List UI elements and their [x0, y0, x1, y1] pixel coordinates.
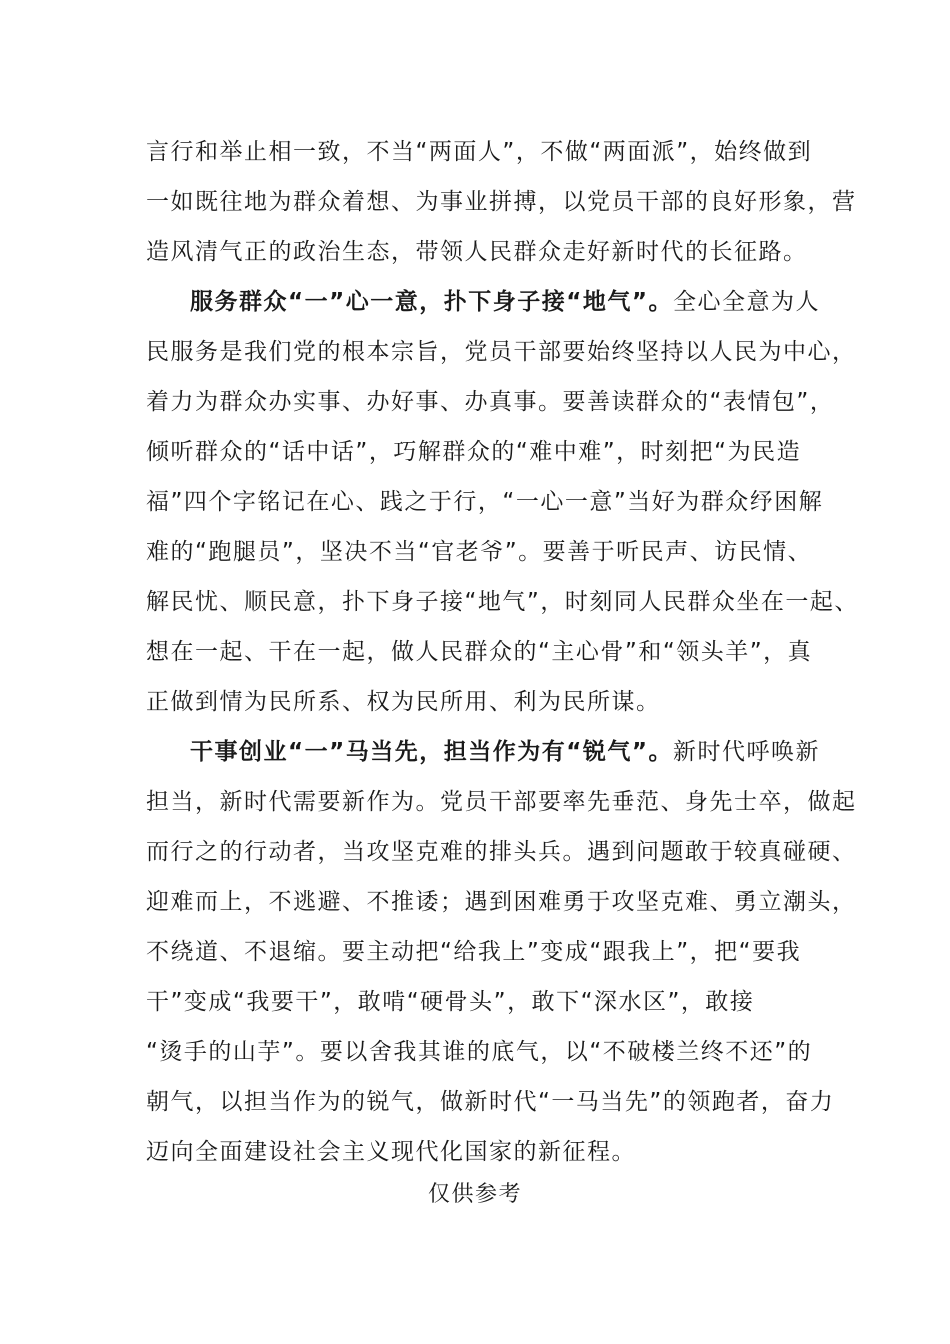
paragraph-lead-heading: 干事创业“一”马当先，担当作为有“锐气”。: [190, 739, 673, 765]
paragraph-line: 解民忧、顺民意，扑下身子接“地气”，时刻同人民群众坐在一起、: [146, 589, 859, 615]
footer-note: 仅供参考: [427, 1182, 522, 1207]
paragraph-line: 迈向全面建设社会主义现代化国家的新征程。: [146, 1139, 636, 1165]
paragraph-line: “烫手的山芋”。要以舍我其谁的底气，以“不破楼兰终不还”的: [146, 1039, 813, 1065]
paragraph-line: 造风清气正的政治生态，带领人民群众走好新时代的长征路。: [146, 239, 808, 265]
paragraph-text: 新时代呼唤新: [672, 739, 820, 765]
paragraph-line: 而行之的行动者，当攻坚克难的排头兵。遇到问题敢于较真碰硬、: [146, 839, 857, 865]
paragraph-line: 民服务是我们党的根本宗旨，党员干部要始终坚持以人民为中心，: [146, 339, 857, 365]
paragraph-line: 一如既往地为群众着想、为事业拼搏，以党员干部的良好形象，营: [146, 189, 857, 215]
paragraph-line: 着力为群众办实事、办好事、办真事。要善读群众的“表情包”，: [146, 389, 835, 415]
paragraph-line: 担当，新时代需要新作为。党员干部要率先垂范、身先士卒，做起: [146, 789, 857, 815]
paragraph-line: 迎难而上，不逃避、不推诿；遇到困难勇于攻坚克难、勇立潮头，: [146, 889, 857, 915]
paragraph-line: 难的“跑腿员”，坚决不当“官老爷”。要善于听民声、访民情、: [146, 539, 813, 565]
paragraph-text: 全心全意为人: [672, 289, 820, 315]
paragraph-line: 福”四个字铭记在心、践之于行，“一心一意”当好为群众纾困解: [146, 489, 824, 515]
paragraph-line: 正做到情为民所系、权为民所用、利为民所谋。: [146, 689, 661, 715]
paragraph-line: 朝气，以担当作为的锐气，做新时代“一马当先”的领跑者，奋力: [146, 1089, 835, 1115]
paragraph-first-line: [190, 287, 820, 317]
paragraph-first-line: [190, 737, 820, 767]
paragraph-line: 不绕道、不退缩。要主动把“给我上”变成“跟我上”，把“要我: [146, 939, 802, 965]
paragraph-line: 干”变成“我要干”，敢啃“硬骨头”，敢下“深水区”，敢接: [146, 989, 755, 1015]
paragraph-line: 想在一起、干在一起，做人民群众的“主心骨”和“领头羊”，真: [146, 639, 813, 665]
paragraph-line: 倾听群众的“话中话”，巧解群众的“难中难”，时刻把“为民造: [146, 439, 802, 465]
paragraph-line: 言行和举止相一致，不当“两面人”，不做“两面派”，始终做到: [146, 139, 813, 165]
paragraph-lead-heading: 服务群众“一”心一意，扑下身子接“地气”。: [190, 289, 673, 315]
